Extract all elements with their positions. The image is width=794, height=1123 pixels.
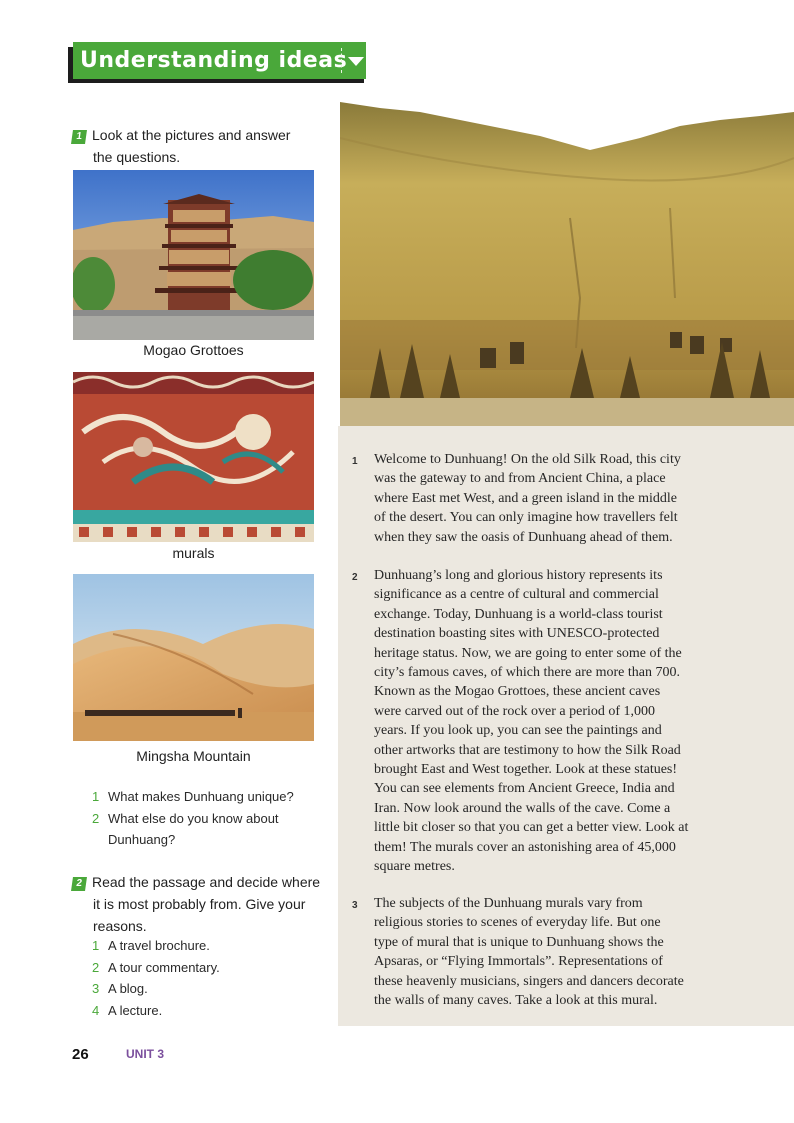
question-number: 2: [92, 810, 100, 826]
mingsha-mountain-image: [73, 574, 314, 741]
option-text: A lecture.: [108, 1002, 163, 1018]
question-text-line2: Dunhuang?: [108, 832, 176, 847]
paragraph-1: [374, 450, 710, 547]
paragraph-line: of the desert. You can only imagine how travellers felt: [374, 510, 678, 526]
task-2-instruction: [72, 871, 322, 937]
option-number: 3: [92, 981, 100, 996]
paragraph-line: where East met West, and a green island in the middle: [374, 490, 678, 506]
paragraph-2: [374, 566, 710, 877]
paragraph-line: Dunhuang’s long and glorious history represents its: [374, 568, 663, 583]
paragraph-line: The subjects of the Dunhuang murals vary from: [374, 896, 643, 911]
photo-caption-murals: murals: [172, 545, 215, 561]
paragraph-3: [374, 894, 710, 1010]
paragraph-line: city’s famous caves, of which there are more than 700.: [374, 665, 680, 681]
paragraph-line: Known as the Mogao Grottoes, these ancient caves: [374, 684, 661, 700]
section-banner: [68, 42, 366, 82]
paragraph-line: brought East and West together. Look at these statues!: [374, 762, 678, 778]
mogao-grottoes-photo: [73, 170, 314, 340]
task-number-badge: 1: [71, 130, 87, 144]
task-2-line1: Read the passage and decide where: [92, 874, 321, 890]
paragraph-number: 3: [352, 900, 358, 911]
paragraph-line: Iran. Now look around the walls of the cave. Come a: [374, 800, 671, 816]
paragraph-number: 2: [352, 572, 358, 583]
murals-photo: [73, 372, 314, 542]
paragraph-number: 1: [352, 456, 358, 467]
task-1-line1: Look at the pictures and answer: [92, 127, 291, 143]
mogao-grottoes-image: [73, 170, 314, 340]
photo-caption-mingsha: Mingsha Mountain: [136, 748, 251, 764]
page-number: 26: [72, 1046, 89, 1063]
unit-label: UNIT 3: [126, 1047, 165, 1061]
section-title: Understanding ideas: [80, 48, 348, 73]
paragraph-line: type of mural that is unique to Dunhuang shows the: [374, 934, 664, 950]
task-1-line2: the questions.: [93, 149, 181, 165]
task-1-instruction: [72, 124, 290, 168]
paragraph-line: Apsaras, or “Flying Immortals”. Representations of: [374, 954, 663, 970]
paragraph-line: destination boasting sites with UNESCO-protected: [374, 626, 660, 642]
paragraph-line: when they saw the oasis of Dunhuang ahead of them.: [374, 529, 673, 545]
task-number-badge: 2: [71, 877, 87, 891]
paragraph-line: heritage status. Now, we are going to enter some of the: [374, 645, 682, 661]
question-text: [108, 808, 279, 851]
chevron-down-icon[interactable]: [348, 57, 364, 66]
paragraph-line: You can see elements from Ancient Greece, India and: [374, 781, 675, 797]
option-number: 2: [92, 959, 100, 975]
paragraph-line: the walls of many caves. Take a look at this mural.: [374, 993, 658, 1009]
option-number: 4: [92, 1002, 100, 1018]
option-number: 1: [92, 938, 100, 953]
cliff-caves-photo: [340, 98, 794, 428]
paragraph-line: Welcome to Dunhuang! On the old Silk Road, this city: [374, 452, 681, 467]
option-text: A blog.: [108, 981, 148, 996]
question-text: What makes Dunhuang unique?: [108, 789, 294, 804]
mingsha-mountain-photo: [73, 574, 314, 741]
paragraph-line: other artworks that are testimony to how the Silk Road: [374, 742, 681, 758]
task-2-line3: reasons.: [93, 918, 147, 934]
paragraph-line: years. If you look up, you can see the paintings and: [374, 723, 662, 739]
paragraph-line: exchange. Today, Dunhuang is a world-class tourist: [374, 606, 663, 622]
option-text: A tour commentary.: [108, 959, 220, 975]
paragraph-line: were carved out of the rock over a period of 1,000: [374, 703, 656, 719]
task-2-line2: it is most probably from. Give your: [93, 896, 306, 912]
question-number: 1: [92, 789, 100, 804]
paragraph-line: these heavenly musicians, singers and dancers decorate: [374, 973, 684, 989]
paragraph-line: little bit closer so that you can get a better view. Look at: [374, 820, 689, 836]
question-text-line1: What else do you know about: [108, 810, 279, 826]
option-item: [92, 957, 312, 979]
paragraph-line: was the gateway to and from Ancient China, a place: [374, 471, 666, 487]
option-item: [92, 978, 312, 1000]
list-item: [92, 808, 312, 851]
paragraph-line: religious stories to scenes of everyday life. But one: [374, 915, 661, 931]
list-item: [92, 786, 312, 808]
task-1-questions: [92, 786, 312, 851]
banner-bar: [73, 42, 366, 79]
option-item: [92, 935, 312, 957]
paragraph-line: significance as a centre of cultural and commercial: [374, 587, 659, 603]
murals-image: [73, 372, 314, 542]
paragraph-line: square metres.: [374, 859, 455, 875]
photo-caption-mogao: Mogao Grottoes: [143, 342, 244, 358]
paragraph-line: them! The murals cover an astonishing area of 45,000: [374, 839, 676, 855]
banner-divider: [341, 48, 342, 73]
option-item: [92, 1000, 312, 1022]
task-2-options: [92, 935, 312, 1021]
cliff-caves-image: [340, 98, 794, 428]
option-text: A travel brochure.: [108, 938, 210, 953]
